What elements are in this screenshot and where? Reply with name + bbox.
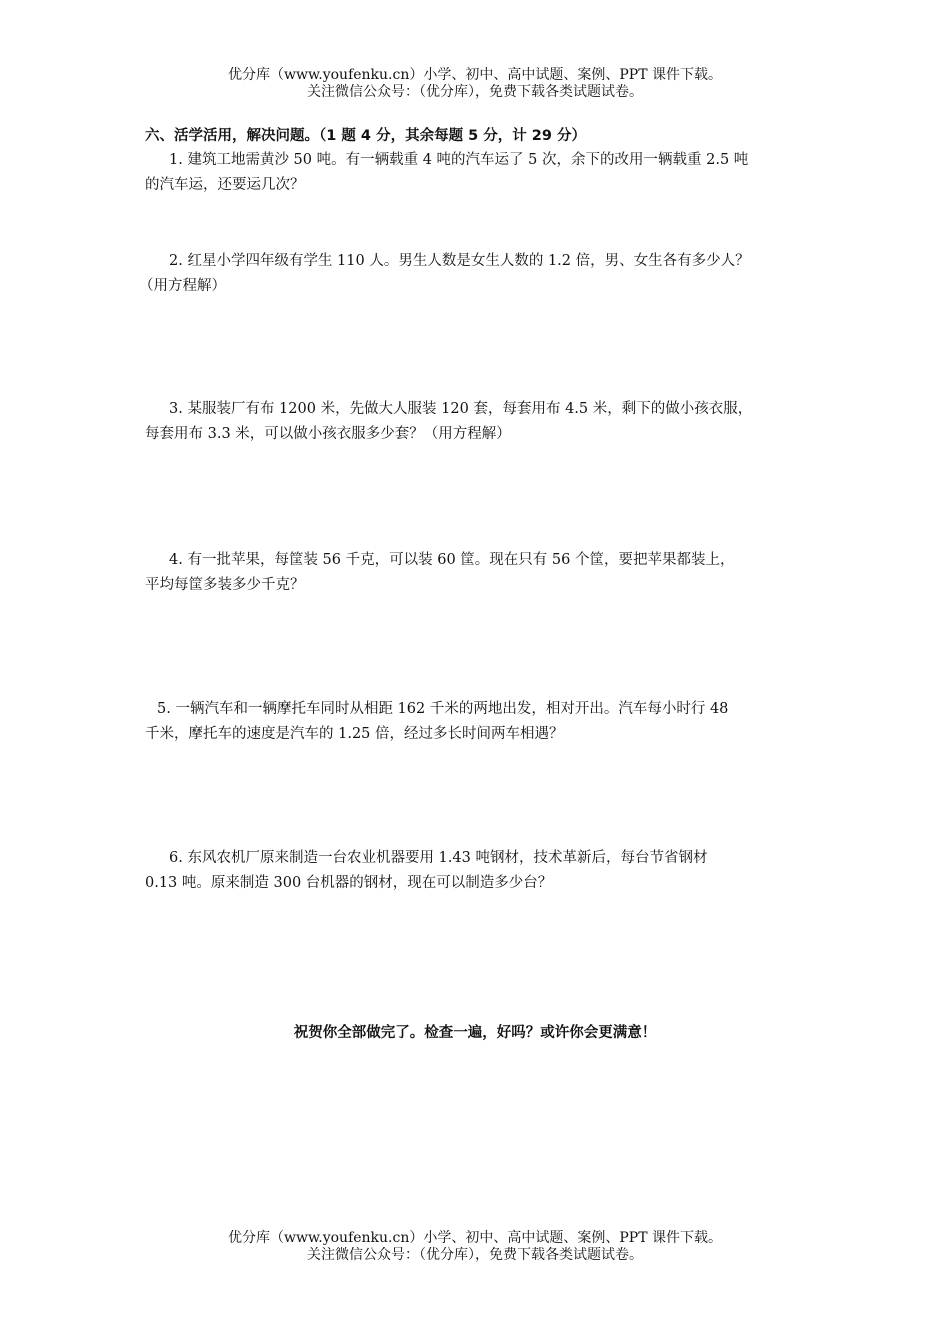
problem-6-line-1: 6. 东风农机厂原来制造一台农业机器要用 1.43 吨钢材，技术革新后，每台节省钢材 (169, 850, 708, 866)
footer-line-2: 关注微信公众号：（优分库），免费下载各类试题试卷。 (307, 1247, 643, 1263)
problem-1-line-1: 1. 建筑工地需黄沙 50 吨。有一辆载重 4 吨的汽车运了 5 次，余下的改用一辆载重 2.5 吨 (169, 152, 749, 168)
problem-5-line-2: 千米，摩托车的速度是汽车的 1.25 倍，经过多长时间两车相遇？ (145, 726, 564, 742)
problem-4-line-1: 4. 有一批苹果，每筐装 56 千克，可以装 60 筐。现在只有 56 个筐，要把苹果都装上， (169, 552, 735, 568)
page-header (0, 67, 950, 101)
problem-6 (145, 846, 815, 896)
problem-3 (145, 397, 815, 447)
header-line-1: 优分库（www.youfenku.cn）小学、初中、高中试题、案例、PPT 课件下载。 (227, 67, 722, 83)
problem-2 (139, 249, 815, 299)
page-footer (0, 1230, 950, 1264)
problem-4 (145, 548, 815, 598)
problem-6-line-2: 0.13 吨。原来制造 300 台机器的钢材，现在可以制造多少台？ (145, 875, 553, 891)
problem-3-line-2: 每套用布 3.3 米，可以做小孩衣服多少套？（用方程解） (145, 426, 511, 442)
problem-5-line-1: 5. 一辆汽车和一辆摩托车同时从相距 162 千米的两地出发，相对开出。汽车每小时行 48 (157, 701, 729, 717)
closing-message: 祝贺你全部做完了。检查一遍，好吗？或许你会更满意！ (293, 1025, 657, 1041)
problem-5 (145, 697, 815, 747)
problem-2-line-2: （用方程解） (139, 278, 226, 294)
section-title: 六、活学活用，解决问题。（1 题 4 分，其余每题 5 分，计 29 分） (145, 128, 587, 144)
problem-1 (145, 148, 815, 198)
problem-2-line-1: 2. 红星小学四年级有学生 110 人。男生人数是女生人数的 1.2 倍，男、女生各有多少人？ (169, 253, 750, 269)
problem-1-line-2: 的汽车运，还要运几次？ (145, 177, 305, 193)
header-line-2: 关注微信公众号：（优分库），免费下载各类试题试卷。 (307, 84, 643, 100)
problem-3-line-1: 3. 某服装厂有布 1200 米，先做大人服装 120 套，每套用布 4.5 米，剩下的做小孩衣服， (169, 401, 753, 417)
footer-line-1: 优分库（www.youfenku.cn）小学、初中、高中试题、案例、PPT 课件下载。 (227, 1230, 722, 1246)
problem-4-line-2: 平均每筐多装多少千克？ (145, 577, 305, 593)
